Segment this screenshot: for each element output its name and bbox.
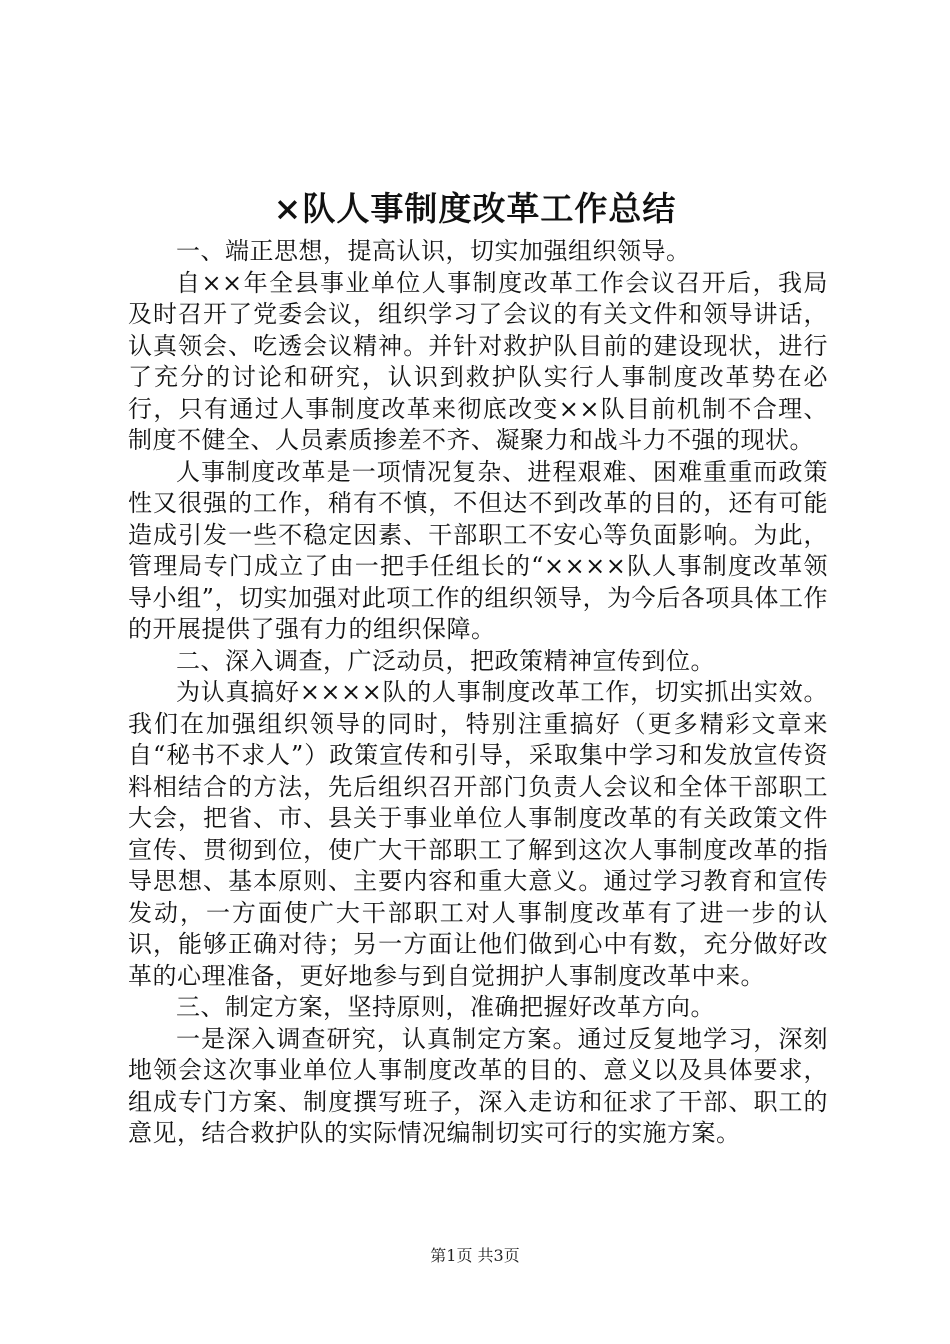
page-footer: 第1页 共3页 xyxy=(430,1246,520,1265)
section-heading-1: 一、端正思想，提高认识，切实加强组织领导。 xyxy=(176,237,691,265)
paragraph-4: 一是深入调查研究，认真制定方案。通过反复地学习，深刻地领会这次事业单位人事制度改革的目的、意义以及具体要求，组成专门方案、制度撰写班子，深入走访和征求了干部、职工的意见，结合救护队的实际情况编制切实可行的实施方案。 xyxy=(128,1024,828,1147)
section-heading-3: 三、制定方案，坚持原则，准确把握好改革方向。 xyxy=(176,993,715,1021)
paragraph-2: 人事制度改革是一项情况复杂、进程艰难、困难重重而政策性又很强的工作，稍有不慎，不但达不到改革的目的，还有可能造成引发一些不稳定因素、干部职工不安心等负面影响。为此，管理局专门成立了由一把手任组长的“××××队人事制度改革领导小组”，切实加强对此项工作的组织领导，为今后各项具体工作的开展提供了强有力的组织保障。 xyxy=(128,457,828,643)
paragraph-1: 自××年全县事业单位人事制度改革工作会议召开后，我局及时召开了党委会议，组织学习了会议的有关文件和领导讲话，认真领会、吃透会议精神。并针对救护队目前的建设现状，进行了充分的讨论和研究，认识到救护队实行人事制度改革势在必行，只有通过人事制度改革来彻底改变××队目前机制不合理、制度不健全、人员素质掺差不齐、凝聚力和战斗力不强的现状。 xyxy=(128,268,828,454)
document-title: ×队人事制度改革工作总结 xyxy=(273,189,677,228)
paragraph-3: 为认真搞好××××队的人事制度改革工作，切实抓出实效。我们在加强组织领导的同时，特别注重搞好（更多精彩文章来自“秘书不求人”）政策宣传和引导，采取集中学习和发放宣传资料相结合的方法，先后组织召开部门负责人会议和全体干部职工大会，把省、市、县关于事业单位人事制度改革的有关政策文件宣传、贯彻到位，使广大干部职工了解到这次人事制度改革的指导思想、基本原则、主要内容和重大意义。通过学习教育和宣传发动，一方面使广大干部职工对人事制度改革有了进一步的认识，能够正确对待；另一方面让他们做到心中有数，充分做好改革的心理准备，更好地参与到自觉拥护人事制度改革中来。 xyxy=(128,678,828,990)
section-heading-2: 二、深入调查，广泛动员，把政策精神宣传到位。 xyxy=(176,646,715,675)
document-body xyxy=(128,236,828,1150)
